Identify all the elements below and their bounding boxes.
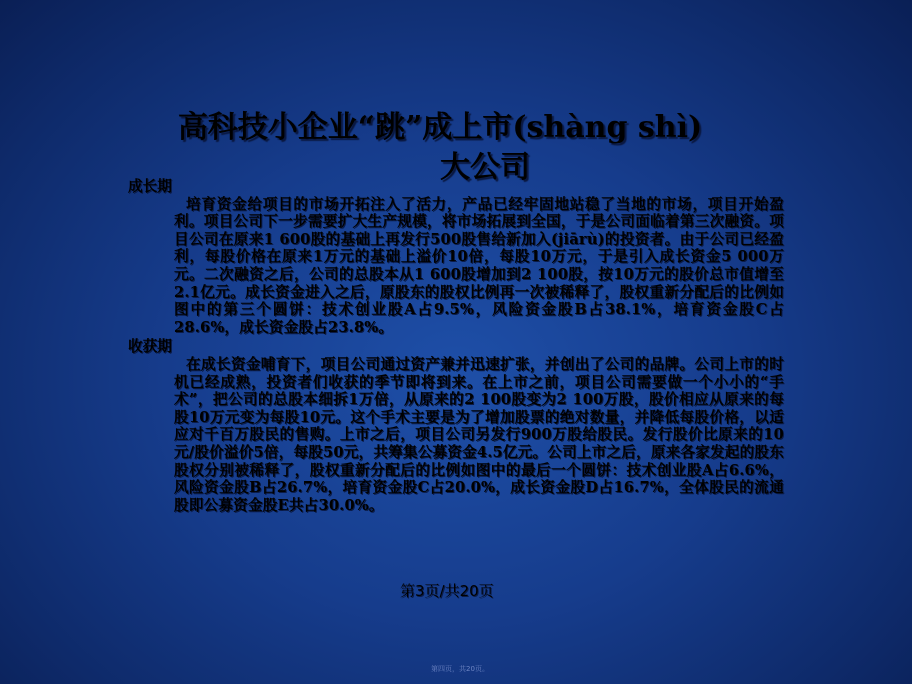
section-paragraph-harvest: 在成长资金哺育下，项目公司通过资产兼并迅速扩张，并创出了公司的品牌。公司上市的时机已经成熟，投资者们收获的季节即将到来。在上市之前，项目公司需要做一个小小的“手术”，把公司的总股本细拆1万倍，从原来的2 100股变为2 100万股，股价相应从原来的每股10万元变为每股10元。这个手术主要是为了增加股票的绝对数量，并降低每股价格，以适应对千百万股民的售购。上市之后，项目公司另发行900万股给股民。发行股价比原来的10元/股价溢价5倍，每股50元，共筹集公募资金4.5亿元。公司上市之后，原来各家发起的股东股权分别被稀释了，股权重新分配后的比例如图中的最后一个圆饼：技术创业股A占6.6%，风险资金股B占26.7%，培育资金股C占20.0%，成长资金股D占16.7%，全体股民的流通股即公募资金股E共占30.0%。 [174, 355, 784, 514]
section-heading-growth: 成长期 [128, 178, 172, 195]
footer-page-note: 第四页，共20页。 [431, 665, 489, 673]
section-paragraph-growth: 培育资金给项目的市场开拓注入了活力，产品已经牢固地站稳了当地的市场，项目开始盈利。项目公司下一步需要扩大生产规模，将市场拓展到全国，于是公司面临着第三次融资。项目公司在原来1 600股的基础上再发行500股售给新加入(jiārù)的投资者。由于公司已经盈利，每股价格在原来1万元的基础上溢价10倍，每股10万元，于是引入成长资金5 000万元。二次融资之后，公司的总股本从1 600股增加到2 100股，按10万元的股价总市值增至2.1亿元。成长资金进入之后，原股东的股权比例再一次被稀释了，股权重新分配后的比例如图中的第三个圆饼：技术创业股A占9.5%，风险资金股B占38.1%，培育资金股C占28.6%，成长资金股占23.8%。 [174, 195, 784, 336]
section-heading-harvest: 收获期 [128, 338, 172, 356]
slide-title-line1: 高科技小企业“跳”成上市(shàng shì) [177, 110, 703, 145]
slide-body [128, 178, 784, 516]
page-number: 第3页/共20页 [400, 582, 494, 600]
slide-title-line2: 大公司 [440, 150, 530, 185]
slide-title [120, 108, 760, 188]
